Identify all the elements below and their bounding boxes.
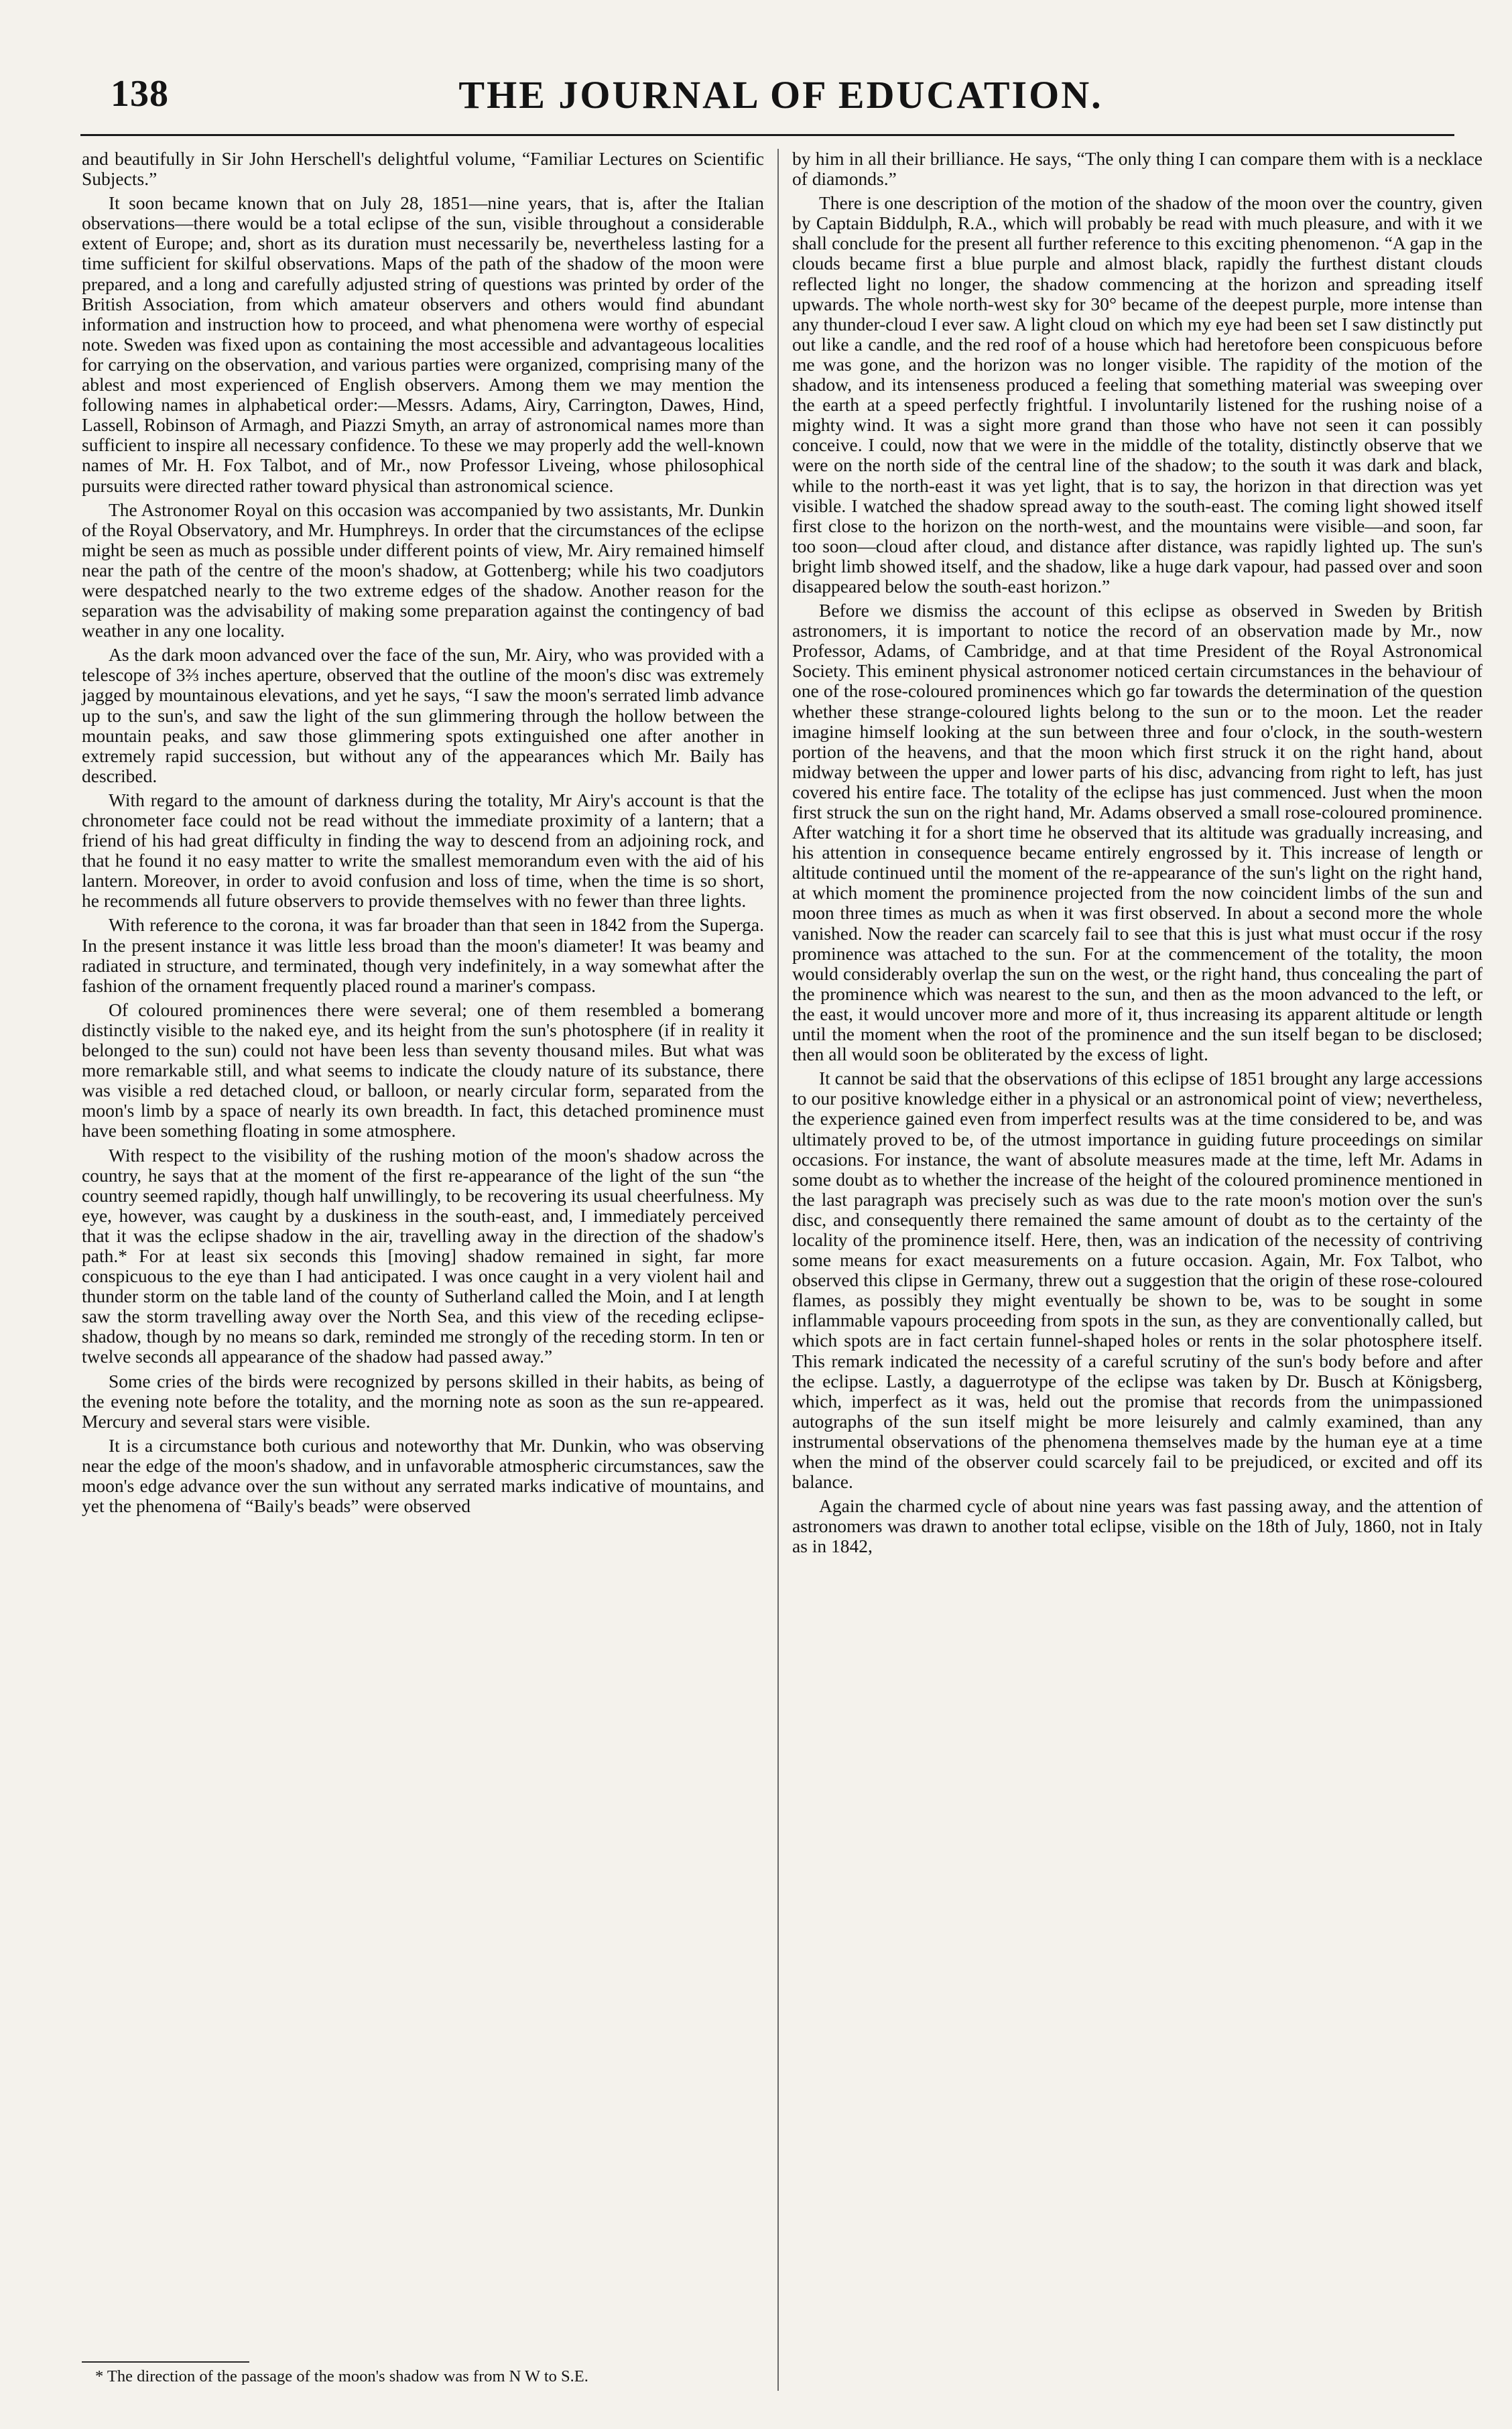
paragraph: It cannot be said that the observations of this eclipse of 1851 brought any large accessions to our positive knowledge either in a physical or an astronomical point of view; nevertheless, the experience gained even from imperfect results was at the time considered to be, and was ultimately proved to be, of the utmost importance in guiding future proceedings on similar occasions. For instance, the want of absolute measures made at the time, left Mr. Adams in some doubt as to whether the increase of the height of the coloured prominence mentioned in the last paragraph was precisely such as was due to the rate moon's motion over the sun's disc, and consequently there remained the same amount of doubt as to the certainty of the locality of the prominence itself. Here, then, was an indication of the necessity of contriving some means for exact measurements on a future occasion. Again, Mr. Fox Talbot, who observed this clipse in Germany, threw out a suggestion that the origin of these rose-coloured flames, as possibly they might eventually be shown to be, was to be sought in some inflammable vapours proceeding from spots in the sun, as they are conventionally called, but which spots are in fact certain funnel-shaped holes or rents in the solar photosphere itself. This remark indicated the necessity of a careful scrutiny of the sun's body before and after the eclipse. Lastly, a daguerrotype of the eclipse was taken by Dr. Busch at Königsberg, which, imperfect as it was, held out the promise that records from the unimpassioned autographs of the sun itself might be more leisurely and calmly examined, than any instrumental observations of the phenomena themselves made by the human eye at a time when the mind of the observer could scarcely fail to be prejudiced, or excited and off its balance.	[792, 1068, 1483, 1493]
paragraph: Some cries of the birds were recognized by persons skilled in their habits, as being of the evening note before the totality, and the morning note as soon as the sun re-appeared. Mercury and several stars were visible.	[82, 1370, 764, 1432]
paragraph: There is one description of the motion of the shadow of the moon over the country, given by Captain Biddulph, R.A., which will probably be read with much pleasure, and with it we shall conclude for the present all further reference to this exciting phenomenon. “A gap in the clouds became first a blue purple and almost black, rapidly the furthest distant clouds reflected light no longer, the shadow commencing at the horizon and spreading itself upwards. The whole north-west sky for 30° became of the deepest purple, more intense than any thunder-cloud I ever saw. A light cloud on which my eye had been set I saw distinctly put out like a candle, and the red roof of a house which had heretofore been conspicuous before me was gone, and the horizon was no longer visible. The rapidity of the motion of the shadow, and its intenseness produced a feeling that something material was sweeping over the earth at a speed perfectly frightful. I involuntarily listened for the rushing noise of a mighty wind. It was a sight more grand than those who have not seen it can possibly conceive. I could, now that we were in the middle of the totality, distinctly observe that we were on the north side of the central line of the shadow; to the south it was dark and black, while to the north-east it was yet light, that is to say, the horizon in that direction was yet visible. I watched the shadow spread away to the south-east. The coming light showed itself first close to the horizon on the north-west, and the mountains were visible—and soon, far too soon—cloud after cloud, and distance after distance, was rapidly lighted up. The sun's bright limb showed itself, and the shadow, like a huge dark vapour, had passed over and soon disappeared below the south-east horizon.”	[792, 192, 1483, 597]
paragraph: With regard to the amount of darkness during the totality, Mr Airy's account is that the chronometer face could not be read without the immediate proximity of a lantern; that a friend of his had great difficulty in finding the way to descend from an adjoining rock, and that he found it no easy matter to write the smallest memorandum even with the aid of his lantern. Moreover, in order to avoid confusion and loss of time, when the time is so short, he recommends all future observers to provide themselves with no fewer than three lights.	[82, 789, 764, 912]
paragraph: It soon became known that on July 28, 1851—nine years, that is, after the Italian observations—there would be a total eclipse of the sun, visible throughout a considerable extent of Europe; and, short as its duration must necessarily be, nevertheless lasting for a time sufficient for skilful observations. Maps of the path of the shadow of the moon were prepared, and a long and carefully adjusted string of questions was printed by order of the British Association, from which amateur observers and others would find abundant information and instruction how to proceed, and what phenomena were worthy of especial note. Sweden was fixed upon as containing the most accessible and advantageous localities for carrying on the observation, and various parties were organized, comprising many of the ablest and most experienced of English observers. Among them we may mention the following names in alphabetical order:—Messrs. Adams, Airy, Carrington, Dawes, Hind, Lassell, Robinson of Armagh, and Piazzi Smyth, an array of astronomical names more than sufficient to inspire all necessary confidence. To these we may properly add the well-known names of Mr. H. Fox Talbot, and of Mr., now Professor Liveing, whose philosophical pursuits were directed rather toward physical than astronomical science.	[82, 192, 764, 496]
column-divider	[777, 149, 779, 2391]
right-column	[792, 149, 1483, 1560]
paragraph: by him in all their brilliance. He says, “The only thing I can compare them with is a necklace of diamonds.”	[792, 148, 1483, 190]
journal-title: THE JOURNAL OF EDUCATION.	[458, 73, 1103, 117]
paragraph: Again the charmed cycle of about nine years was fast passing away, and the attention of astronomers was drawn to another total eclipse, visible on the 18th of July, 1860, not in Italy as in 1842,	[792, 1495, 1483, 1557]
paragraph: The Astronomer Royal on this occasion was accompanied by two assistants, Mr. Dunkin of the Royal Observatory, and Mr. Humphreys. In order that the circumstances of the eclipse might be seen as much as possible under different points of view, Mr. Airy remained himself near the path of the centre of the moon's shadow, at Gottenberg; while his two coadjutors were despatched nearly to the two extreme edges of the shadow. Another reason for the separation was the advisability of making some preparation against the contingency of bad weather in any one locality.	[82, 499, 764, 641]
paragraph: As the dark moon advanced over the face of the sun, Mr. Airy, who was provided with a telescope of 3⅔ inches aperture, observed that the outline of the moon's disc was extremely jagged by mountainous elevations, and yet he says, “I saw the moon's serrated limb advance up to the sun's, and saw the light of the sun glimmering through the hollow between the mountain peaks, and saw those glimmering spots extinguished one after another in extremely rapid succession, but without any of the appearances which Mr. Baily has described.	[82, 644, 764, 786]
paragraph: With reference to the corona, it was far broader than that seen in 1842 from the Superga. In the present instance it was little less broad than the moon's diameter! It was beamy and radiated in structure, and terminated, though very indefinitely, in a way somewhat after the fashion of the ornament frequently placed round a mariner's compass.	[82, 914, 764, 996]
paragraph: With respect to the visibility of the rushing motion of the moon's shadow across the country, he says that at the moment of the first re-appearance of the light of the sun “the country seemed rapidly, though half unwillingly, to be recovering its usual cheerfulness. My eye, however, was caught by a duskiness in the south-east, and, I immediately perceived that it was the eclipse shadow in the air, travelling away in the direction of the shadow's path.* For at least six seconds this [moving] shadow remained in sight, far more conspicuous to the eye than I had anticipated. I was once caught in a very violent hail and thunder storm on the table land of the county of Sutherland called the Moin, and I at length saw the storm travelling away over the North Sea, and this view of the receding eclipse-shadow, though by no means so dark, reminded me strongly of the receding storm. In ten or twelve seconds all appearance of the shadow had passed away.”	[82, 1144, 764, 1367]
paragraph: It is a circumstance both curious and noteworthy that Mr. Dunkin, who was observing near the edge of the moon's shadow, and in unfavorable atmospheric circumstances, saw the moon's edge advance over the sun without any serrated marks indicative of mountains, and yet the phenomena of “Baily's beads” were observed	[82, 1434, 764, 1517]
page-number: 138	[111, 73, 169, 115]
footnote: * The direction of the passage of the moon's shadow was from N W to S.E.	[95, 2367, 588, 2385]
paragraph: Of coloured prominences there were several; one of them resembled a bomerang distinctly visible to the naked eye, and its height from the sun's photosphere (if in reality it belonged to the sun) could not have been less than seventy thousand miles. But what was more remarkable still, and what seems to indicate the cloudy nature of its substance, there was visible a red detached cloud, or balloon, or nearly circular form, separated from the moon's limb by a space of nearly its own breadth. In fact, this detached prominence must have been something floating in some atmosphere.	[82, 999, 764, 1141]
footnote-rule	[82, 2361, 249, 2363]
left-column	[82, 149, 764, 1520]
page-header	[111, 72, 1451, 130]
paragraph: Before we dismiss the account of this eclipse as observed in Sweden by British astronomers, it is important to notice the record of an observation made by Mr., now Professor, Adams, of Cambridge, and at that time President of the Royal Astronomical Society. This eminent physical astronomer noticed certain circumstances in the behaviour of one of the rose-coloured prominences which go far towards the determination of the question whether these strange-coloured lights belong to the sun or to the moon. Let the reader imagine himself looking at the sun between three and four o'clock, in the south-western portion of the heavens, and that the moon which first struck it on the right hand, about midway between the upper and lower parts of his disc, advancing from right to left, has just covered his entire face. The totality of the eclipse has just commenced. Just when the moon first struck the sun on the right hand, Mr. Adams observed a small rose-coloured prominence. After watching it for a short time he observed that its altitude was gradually increasing, and his attention in consequence became entirely engrossed by it. This increase of length or altitude continued until the moment of the re-appearance of the sun's light on the right hand, at which moment the prominence projected from the now coincident limbs of the sun and moon three times as much as when it was first observed. In about a second more the whole vanished. Now the reader can scarcely fail to see that this is just what must occur if the rosy prominence was attached to the sun. For at the commencement of the totality, the moon would considerably overlap the sun on the west, or the right hand, thus concealing the part of the prominence which was nearest to the sun, and then as the moon advanced to the left, or the east, it would uncover more and more of it, thus increasing its apparent altitude or length until the moment when the root of the prominence and the sun itself began to be disclosed; then all would soon be obliterated by the excess of light.	[792, 600, 1483, 1065]
header-rule	[80, 134, 1454, 136]
paragraph: and beautifully in Sir John Herschell's delightful volume, “Familiar Lectures on Scientific Subjects.”	[82, 148, 764, 190]
